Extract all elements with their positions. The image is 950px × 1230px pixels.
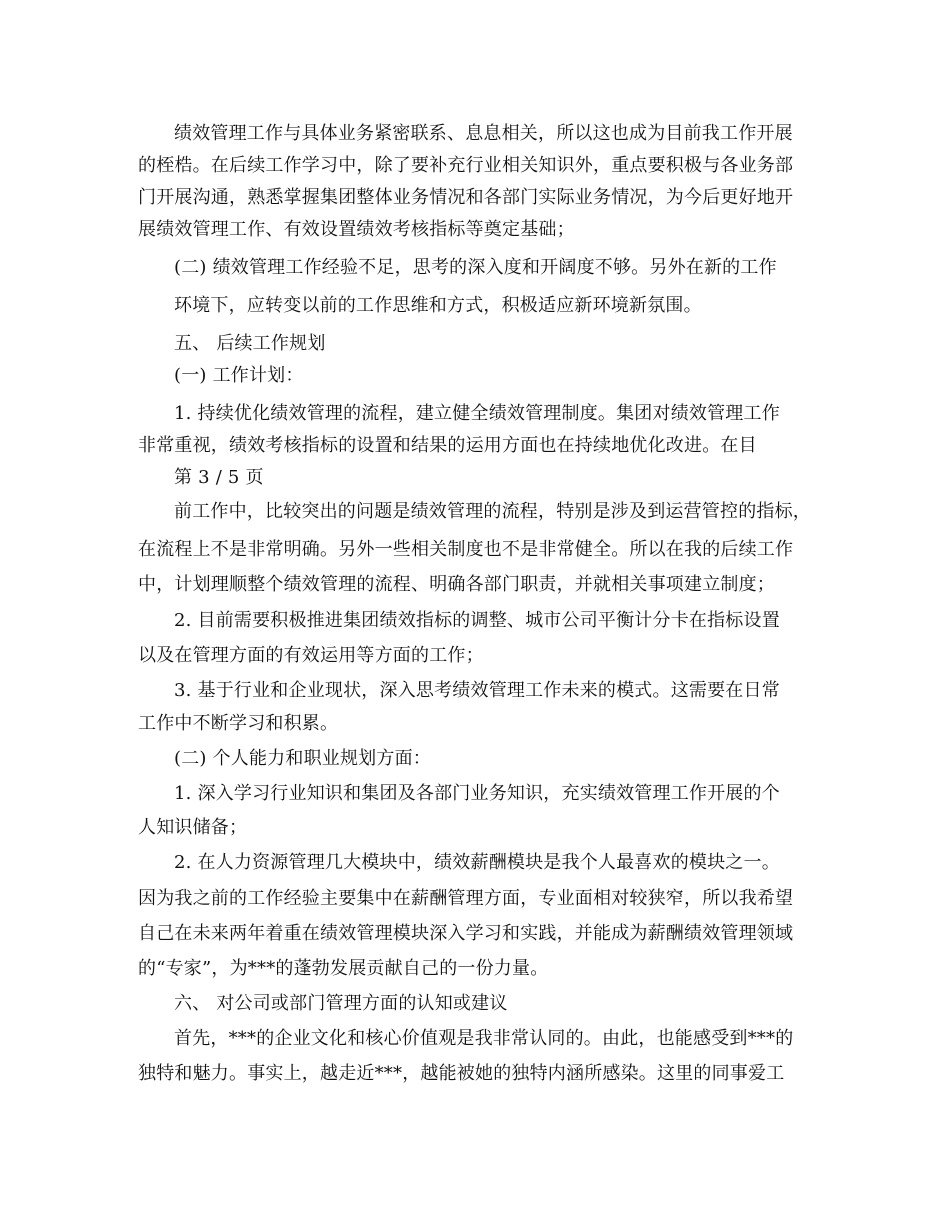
subsection-heading: (二) 个人能力和职业规划方面： (174, 748, 431, 769)
section-heading: 六、 对公司或部门管理方面的认知或建议 (174, 993, 508, 1014)
paragraph-line: 环境下，应转变以前的工作思维和方式，积极适应新环境新氛围。 (174, 295, 702, 316)
paragraph-line: 的“专家”，为***的蓬勃发展贡献自己的一份力量。 (138, 958, 549, 979)
paragraph-line: 展绩效管理工作、有效设置绩效考核指标等奠定基础； (138, 219, 575, 240)
page-number: 第 3 / 5 页 (174, 467, 264, 488)
paragraph-line: 2. 在人力资源管理几大模块中，绩效薪酬模块是我个人最喜欢的模块之一。 (174, 852, 780, 873)
paragraph-line: 独特和魅力。事实上，越走近***，越能被她的独特内涵所感染。这里的同事爱工 (138, 1063, 785, 1084)
paragraph-line: 非常重视，绩效考核指标的设置和结果的运用方面也在持续地优化改进。在目 (138, 435, 757, 456)
paragraph-line: 中，计划理顺整个绩效管理的流程、明确各部门职责，并就相关事项建立制度； (138, 574, 775, 595)
paragraph-line: 以及在管理方面的有效运用等方面的工作； (138, 645, 484, 666)
paragraph-line: 2. 目前需要积极推进集团绩效指标的调整、城市公司平衡计分卡在指标设置 (174, 610, 780, 631)
paragraph-line: 1. 深入学习行业知识和集团及各部门业务知识，充实绩效管理工作开展的个 (174, 783, 780, 804)
section-heading: 五、 后续工作规划 (174, 333, 326, 354)
paragraph-line: 人知识储备； (138, 817, 248, 838)
paragraph-line: 在流程上不是非常明确。另外一些相关制度也不是非常健全。所以在我的后续工作 (138, 539, 794, 560)
paragraph-line: 前工作中，比较突出的问题是绩效管理的流程，特别是涉及到运营管控的指标， (174, 501, 811, 522)
paragraph-line: 绩效管理工作与具体业务紧密联系、息息相关，所以这也成为目前我工作开展 (174, 123, 793, 144)
paragraph-line: 的桎梏。在后续工作学习中，除了要补充行业相关知识外，重点要积极与各业务部 (138, 155, 794, 176)
paragraph-line: (二) 绩效管理工作经验不足，思考的深入度和开阔度不够。另外在新的工作 (174, 257, 777, 278)
paragraph-line: 首先，***的企业文化和核心价值观是我非常认同的。由此，也能感受到***的 (174, 1028, 794, 1049)
paragraph-line: 工作中不断学习和积累。 (138, 713, 339, 734)
paragraph-line: 1. 持续优化绩效管理的流程，建立健全绩效管理制度。集团对绩效管理工作 (174, 403, 780, 424)
paragraph-line: 3. 基于行业和企业现状，深入思考绩效管理工作未来的模式。这需要在日常 (174, 680, 780, 701)
paragraph-line: 门开展沟通，熟悉掌握集团整体业务情况和各部门实际业务情况，为今后更好地开 (138, 187, 794, 208)
paragraph-line: 自己在未来两年着重在绩效管理模块深入学习和实践，并能成为薪酬绩效管理领域 (138, 923, 794, 944)
subsection-heading: (一) 工作计划： (174, 365, 304, 386)
paragraph-line: 因为我之前的工作经验主要集中在薪酬管理方面，专业面相对较狭窄，所以我希望 (138, 888, 794, 909)
